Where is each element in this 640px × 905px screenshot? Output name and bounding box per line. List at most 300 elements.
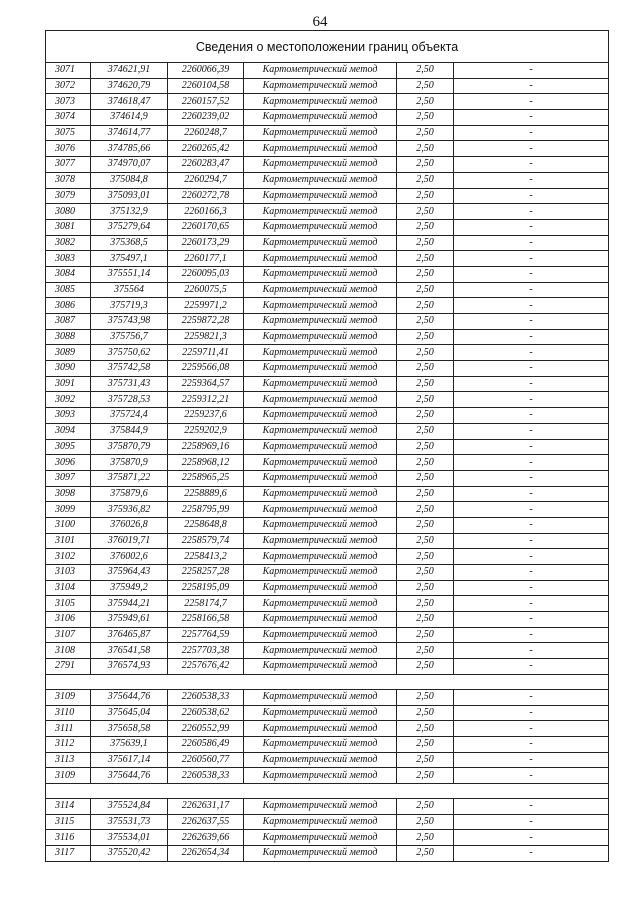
point-number: 3084 [46, 266, 91, 282]
accuracy: 2,50 [397, 768, 454, 784]
y-coordinate: 2262631,17 [168, 798, 244, 814]
note: - [454, 345, 609, 361]
method: Картометрический метод [244, 235, 397, 251]
y-coordinate: 2258166,58 [168, 612, 244, 628]
method: Картометрический метод [244, 580, 397, 596]
accuracy: 2,50 [397, 314, 454, 330]
x-coordinate: 375645,04 [91, 705, 168, 721]
x-coordinate: 375617,14 [91, 752, 168, 768]
accuracy: 2,50 [397, 565, 454, 581]
table-row [46, 110, 609, 126]
method: Картометрический метод [244, 455, 397, 471]
method: Картометрический метод [244, 251, 397, 267]
x-coordinate: 376465,87 [91, 627, 168, 643]
table-row [46, 470, 609, 486]
method: Картометрический метод [244, 298, 397, 314]
note: - [454, 204, 609, 220]
y-coordinate: 2260538,62 [168, 705, 244, 721]
accuracy: 2,50 [397, 689, 454, 705]
accuracy: 2,50 [397, 439, 454, 455]
note: - [454, 141, 609, 157]
x-coordinate: 374785,66 [91, 141, 168, 157]
x-coordinate: 374620,79 [91, 78, 168, 94]
point-number: 3077 [46, 157, 91, 173]
method: Картометрический метод [244, 392, 397, 408]
accuracy: 2,50 [397, 94, 454, 110]
note: - [454, 470, 609, 486]
table-row [46, 486, 609, 502]
point-number: 3110 [46, 705, 91, 721]
method: Картометрический метод [244, 752, 397, 768]
table-title: Сведения о местоположении границ объекта [46, 31, 609, 63]
method: Картометрический метод [244, 643, 397, 659]
y-coordinate: 2260283,47 [168, 157, 244, 173]
y-coordinate: 2262639,66 [168, 830, 244, 846]
table-row [46, 157, 609, 173]
accuracy: 2,50 [397, 266, 454, 282]
point-number: 3096 [46, 455, 91, 471]
point-number: 3094 [46, 423, 91, 439]
accuracy: 2,50 [397, 455, 454, 471]
accuracy: 2,50 [397, 141, 454, 157]
table-row [46, 627, 609, 643]
point-number: 3112 [46, 736, 91, 752]
y-coordinate: 2259971,2 [168, 298, 244, 314]
point-number: 3073 [46, 94, 91, 110]
method: Картометрический метод [244, 125, 397, 141]
point-number: 3093 [46, 408, 91, 424]
point-number: 3085 [46, 282, 91, 298]
method: Картометрический метод [244, 219, 397, 235]
accuracy: 2,50 [397, 392, 454, 408]
x-coordinate: 375520,42 [91, 846, 168, 862]
method: Картометрический метод [244, 172, 397, 188]
point-number: 3071 [46, 63, 91, 79]
method: Картометрический метод [244, 329, 397, 345]
accuracy: 2,50 [397, 533, 454, 549]
table-row [46, 721, 609, 737]
accuracy: 2,50 [397, 125, 454, 141]
point-number: 3108 [46, 643, 91, 659]
method: Картометрический метод [244, 549, 397, 565]
note: - [454, 659, 609, 675]
method: Картометрический метод [244, 768, 397, 784]
x-coordinate: 375879,6 [91, 486, 168, 502]
point-number: 3116 [46, 830, 91, 846]
point-number: 3090 [46, 361, 91, 377]
accuracy: 2,50 [397, 721, 454, 737]
group-separator [46, 674, 609, 689]
point-number: 3100 [46, 517, 91, 533]
x-coordinate: 375644,76 [91, 768, 168, 784]
accuracy: 2,50 [397, 157, 454, 173]
note: - [454, 172, 609, 188]
group-separator [46, 783, 609, 798]
y-coordinate: 2259237,6 [168, 408, 244, 424]
y-coordinate: 2262654,34 [168, 846, 244, 862]
note: - [454, 314, 609, 330]
accuracy: 2,50 [397, 470, 454, 486]
point-number: 3086 [46, 298, 91, 314]
table-row [46, 172, 609, 188]
point-number: 3097 [46, 470, 91, 486]
note: - [454, 157, 609, 173]
point-number: 3104 [46, 580, 91, 596]
accuracy: 2,50 [397, 627, 454, 643]
x-coordinate: 375497,1 [91, 251, 168, 267]
point-number: 3092 [46, 392, 91, 408]
note: - [454, 643, 609, 659]
y-coordinate: 2260104,58 [168, 78, 244, 94]
x-coordinate: 375750,62 [91, 345, 168, 361]
x-coordinate: 376026,8 [91, 517, 168, 533]
point-number: 3107 [46, 627, 91, 643]
point-number: 3103 [46, 565, 91, 581]
note: - [454, 752, 609, 768]
table-row [46, 689, 609, 705]
accuracy: 2,50 [397, 752, 454, 768]
x-coordinate: 375534,01 [91, 830, 168, 846]
point-number: 3091 [46, 376, 91, 392]
accuracy: 2,50 [397, 659, 454, 675]
x-coordinate: 374618,47 [91, 94, 168, 110]
note: - [454, 736, 609, 752]
table-row [46, 549, 609, 565]
accuracy: 2,50 [397, 219, 454, 235]
y-coordinate: 2258795,99 [168, 502, 244, 518]
table-row [46, 329, 609, 345]
y-coordinate: 2260586,49 [168, 736, 244, 752]
table-row [46, 345, 609, 361]
y-coordinate: 2259566,08 [168, 361, 244, 377]
y-coordinate: 2257703,38 [168, 643, 244, 659]
accuracy: 2,50 [397, 235, 454, 251]
accuracy: 2,50 [397, 643, 454, 659]
point-number: 3099 [46, 502, 91, 518]
table-row [46, 612, 609, 628]
method: Картометрический метод [244, 470, 397, 486]
y-coordinate: 2259364,57 [168, 376, 244, 392]
note: - [454, 502, 609, 518]
point-number: 3079 [46, 188, 91, 204]
method: Картометрический метод [244, 408, 397, 424]
table-row [46, 517, 609, 533]
x-coordinate: 375870,9 [91, 455, 168, 471]
table-row [46, 768, 609, 784]
y-coordinate: 2258413,2 [168, 549, 244, 565]
y-coordinate: 2260272,78 [168, 188, 244, 204]
note: - [454, 533, 609, 549]
accuracy: 2,50 [397, 110, 454, 126]
note: - [454, 78, 609, 94]
y-coordinate: 2260066,39 [168, 63, 244, 79]
note: - [454, 376, 609, 392]
note: - [454, 565, 609, 581]
note: - [454, 94, 609, 110]
y-coordinate: 2258965,25 [168, 470, 244, 486]
method: Картометрический метод [244, 502, 397, 518]
y-coordinate: 2259872,28 [168, 314, 244, 330]
x-coordinate: 374621,91 [91, 63, 168, 79]
x-coordinate: 375084,8 [91, 172, 168, 188]
method: Картометрический метод [244, 188, 397, 204]
accuracy: 2,50 [397, 830, 454, 846]
method: Картометрический метод [244, 533, 397, 549]
note: - [454, 266, 609, 282]
point-number: 2791 [46, 659, 91, 675]
point-number: 3074 [46, 110, 91, 126]
method: Картометрический метод [244, 689, 397, 705]
accuracy: 2,50 [397, 549, 454, 565]
x-coordinate: 375644,76 [91, 689, 168, 705]
method: Картометрический метод [244, 612, 397, 628]
table-row [46, 235, 609, 251]
method: Картометрический метод [244, 736, 397, 752]
accuracy: 2,50 [397, 345, 454, 361]
note: - [454, 423, 609, 439]
point-number: 3102 [46, 549, 91, 565]
y-coordinate: 2260166,3 [168, 204, 244, 220]
note: - [454, 814, 609, 830]
point-number: 3105 [46, 596, 91, 612]
table-row [46, 705, 609, 721]
table-row [46, 423, 609, 439]
y-coordinate: 2258968,12 [168, 455, 244, 471]
point-number: 3076 [46, 141, 91, 157]
note: - [454, 486, 609, 502]
y-coordinate: 2260560,77 [168, 752, 244, 768]
point-number: 3115 [46, 814, 91, 830]
table-row [46, 643, 609, 659]
note: - [454, 251, 609, 267]
method: Картометрический метод [244, 345, 397, 361]
table-row [46, 565, 609, 581]
y-coordinate: 2260095,03 [168, 266, 244, 282]
method: Картометрический метод [244, 439, 397, 455]
table-row [46, 596, 609, 612]
y-coordinate: 2260265,42 [168, 141, 244, 157]
note: - [454, 125, 609, 141]
table-row [46, 502, 609, 518]
note: - [454, 282, 609, 298]
note: - [454, 549, 609, 565]
x-coordinate: 375949,61 [91, 612, 168, 628]
accuracy: 2,50 [397, 596, 454, 612]
point-number: 3098 [46, 486, 91, 502]
x-coordinate: 375964,43 [91, 565, 168, 581]
table-row [46, 219, 609, 235]
y-coordinate: 2260170,65 [168, 219, 244, 235]
point-number: 3095 [46, 439, 91, 455]
note: - [454, 63, 609, 79]
x-coordinate: 375564 [91, 282, 168, 298]
accuracy: 2,50 [397, 736, 454, 752]
point-number: 3089 [46, 345, 91, 361]
x-coordinate: 375743,98 [91, 314, 168, 330]
accuracy: 2,50 [397, 846, 454, 862]
y-coordinate: 2258174,7 [168, 596, 244, 612]
table-row [46, 63, 609, 79]
method: Картометрический метод [244, 361, 397, 377]
table-title-row [46, 31, 609, 63]
y-coordinate: 2260538,33 [168, 768, 244, 784]
note: - [454, 705, 609, 721]
point-number: 3117 [46, 846, 91, 862]
method: Картометрический метод [244, 157, 397, 173]
table-row [46, 752, 609, 768]
accuracy: 2,50 [397, 361, 454, 377]
method: Картометрический метод [244, 830, 397, 846]
x-coordinate: 376019,71 [91, 533, 168, 549]
x-coordinate: 375551,14 [91, 266, 168, 282]
note: - [454, 798, 609, 814]
table-row [46, 141, 609, 157]
x-coordinate: 375936,82 [91, 502, 168, 518]
accuracy: 2,50 [397, 204, 454, 220]
note: - [454, 298, 609, 314]
accuracy: 2,50 [397, 814, 454, 830]
table-row [46, 361, 609, 377]
note: - [454, 455, 609, 471]
note: - [454, 361, 609, 377]
page-number: 64 [312, 14, 328, 30]
x-coordinate: 376002,6 [91, 549, 168, 565]
x-coordinate: 375524,84 [91, 798, 168, 814]
accuracy: 2,50 [397, 612, 454, 628]
x-coordinate: 375728,53 [91, 392, 168, 408]
method: Картометрический метод [244, 705, 397, 721]
point-number: 3114 [46, 798, 91, 814]
accuracy: 2,50 [397, 705, 454, 721]
point-number: 3088 [46, 329, 91, 345]
method: Картометрический метод [244, 565, 397, 581]
y-coordinate: 2258969,16 [168, 439, 244, 455]
point-number: 3087 [46, 314, 91, 330]
y-coordinate: 2260248,7 [168, 125, 244, 141]
table-row [46, 298, 609, 314]
point-number: 3078 [46, 172, 91, 188]
table-row [46, 266, 609, 282]
x-coordinate: 375871,22 [91, 470, 168, 486]
x-coordinate: 375724,4 [91, 408, 168, 424]
note: - [454, 596, 609, 612]
accuracy: 2,50 [397, 78, 454, 94]
note: - [454, 188, 609, 204]
method: Картометрический метод [244, 282, 397, 298]
note: - [454, 110, 609, 126]
boundary-coordinates-table [45, 30, 609, 862]
x-coordinate: 376574,93 [91, 659, 168, 675]
method: Картометрический метод [244, 627, 397, 643]
method: Картометрический метод [244, 659, 397, 675]
x-coordinate: 375658,58 [91, 721, 168, 737]
note: - [454, 768, 609, 784]
table-row [46, 533, 609, 549]
x-coordinate: 374614,9 [91, 110, 168, 126]
method: Картометрический метод [244, 94, 397, 110]
x-coordinate: 375531,73 [91, 814, 168, 830]
accuracy: 2,50 [397, 408, 454, 424]
x-coordinate: 375639,1 [91, 736, 168, 752]
accuracy: 2,50 [397, 423, 454, 439]
note: - [454, 627, 609, 643]
y-coordinate: 2260173,29 [168, 235, 244, 251]
x-coordinate: 375949,2 [91, 580, 168, 596]
method: Картометрический метод [244, 141, 397, 157]
y-coordinate: 2260177,1 [168, 251, 244, 267]
accuracy: 2,50 [397, 251, 454, 267]
y-coordinate: 2257764,59 [168, 627, 244, 643]
method: Картометрический метод [244, 814, 397, 830]
table-row [46, 204, 609, 220]
table-row [46, 282, 609, 298]
method: Картометрический метод [244, 798, 397, 814]
x-coordinate: 375719,3 [91, 298, 168, 314]
method: Картометрический метод [244, 266, 397, 282]
y-coordinate: 2260538,33 [168, 689, 244, 705]
table-row [46, 580, 609, 596]
x-coordinate: 376541,58 [91, 643, 168, 659]
x-coordinate: 375742,58 [91, 361, 168, 377]
method: Картометрический метод [244, 846, 397, 862]
y-coordinate: 2258195,09 [168, 580, 244, 596]
y-coordinate: 2260552,99 [168, 721, 244, 737]
table-row [46, 408, 609, 424]
point-number: 3113 [46, 752, 91, 768]
x-coordinate: 375844,9 [91, 423, 168, 439]
accuracy: 2,50 [397, 517, 454, 533]
method: Картометрический метод [244, 517, 397, 533]
table-row [46, 736, 609, 752]
note: - [454, 219, 609, 235]
point-number: 3082 [46, 235, 91, 251]
method: Картометрический метод [244, 78, 397, 94]
y-coordinate: 2258648,8 [168, 517, 244, 533]
method: Картометрический метод [244, 110, 397, 126]
table-row [46, 376, 609, 392]
accuracy: 2,50 [397, 502, 454, 518]
table-row [46, 830, 609, 846]
note: - [454, 689, 609, 705]
x-coordinate: 375870,79 [91, 439, 168, 455]
point-number: 3080 [46, 204, 91, 220]
x-coordinate: 374614,77 [91, 125, 168, 141]
accuracy: 2,50 [397, 172, 454, 188]
table-row [46, 846, 609, 862]
accuracy: 2,50 [397, 580, 454, 596]
note: - [454, 235, 609, 251]
note: - [454, 846, 609, 862]
method: Картометрический метод [244, 204, 397, 220]
table-row [46, 659, 609, 675]
method: Картометрический метод [244, 376, 397, 392]
x-coordinate: 375756,7 [91, 329, 168, 345]
point-number: 3111 [46, 721, 91, 737]
y-coordinate: 2262637,55 [168, 814, 244, 830]
method: Картометрический метод [244, 423, 397, 439]
y-coordinate: 2260157,52 [168, 94, 244, 110]
point-number: 3072 [46, 78, 91, 94]
y-coordinate: 2258257,28 [168, 565, 244, 581]
note: - [454, 408, 609, 424]
y-coordinate: 2259202,9 [168, 423, 244, 439]
y-coordinate: 2259711,41 [168, 345, 244, 361]
accuracy: 2,50 [397, 63, 454, 79]
accuracy: 2,50 [397, 486, 454, 502]
table-row [46, 455, 609, 471]
x-coordinate: 375368,5 [91, 235, 168, 251]
method: Картометрический метод [244, 63, 397, 79]
